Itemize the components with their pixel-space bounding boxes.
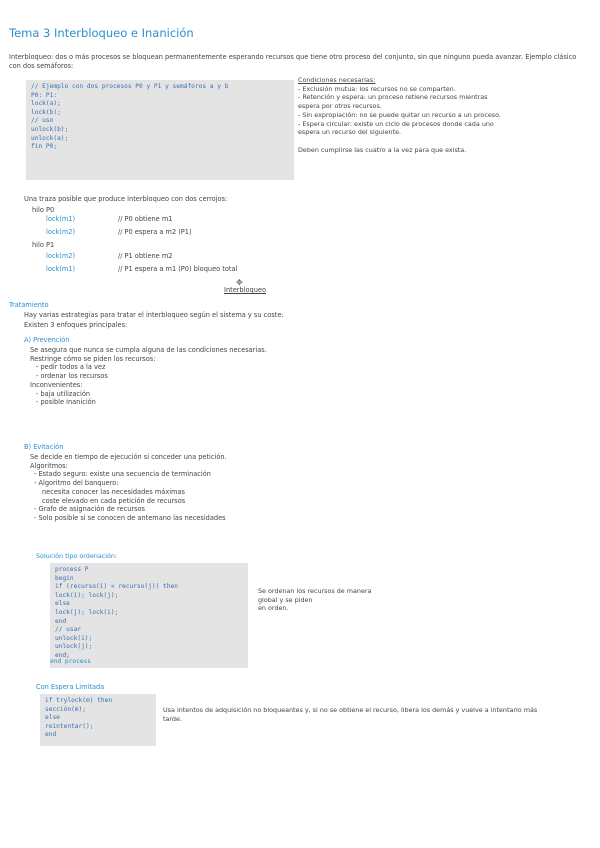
code-end-line: end process <box>50 658 91 665</box>
treatment-heading: Tratamiento <box>9 301 49 309</box>
code-line: P0: P1: <box>31 91 58 99</box>
avoidance-line: - Algoritmo del banquero: <box>34 479 119 488</box>
avoidance-line: - Grafo de asignación de recursos <box>34 505 145 514</box>
trace-comment: // P1 espera a m1 (P0) bloqueo total <box>118 265 238 273</box>
code-line: lock(a); <box>31 100 61 108</box>
code-line: // usar <box>55 626 82 634</box>
prevention-line: - baja utilización <box>36 389 91 398</box>
code-line: if trylock(m) then <box>45 697 113 704</box>
code-line: lock(b); <box>31 108 61 116</box>
prevention-line: Inconvenientes: <box>30 380 83 389</box>
treatment-line: Existen 3 enfoques principales: <box>24 321 128 329</box>
ordering-note: Se ordenan los recursos de manera <box>258 587 372 595</box>
code-line: end; <box>55 651 70 659</box>
ordering-note: global y se piden <box>258 595 313 604</box>
trace-op: lock(m2) <box>46 228 76 236</box>
trace-comment: // P0 obtiene m1 <box>118 215 173 223</box>
code-line: fin P0; <box>31 143 58 151</box>
code-line: begin <box>55 574 74 582</box>
avoidance-line: coste elevado en cada petición de recursos <box>42 496 186 505</box>
prevention-line: - ordenar los recursos <box>36 372 108 381</box>
trace-p0-label: hilo P0 <box>32 206 55 214</box>
code-line: if (recurso(i) < recurso(j)) then <box>55 583 178 591</box>
code-block-ordering <box>50 563 248 668</box>
prevention-text <box>30 346 290 407</box>
avoidance-line: - Estado seguro: existe una secuencia de terminación <box>34 470 211 479</box>
code-line: lock(i); lock(j); <box>55 591 119 599</box>
avoidance-heading: B) Evitación <box>24 443 64 451</box>
avoidance-line: necesita conocer las necesidades máximas <box>42 487 185 496</box>
code-line: else <box>45 714 60 722</box>
condition-summary: Deben cumplirse las cuatro a la vez para que exista. <box>298 145 467 154</box>
trace-comment: // P1 obtiene m2 <box>118 252 173 260</box>
trace-comment: // P0 espera a m2 (P1) <box>118 228 192 236</box>
code-line: unlock(i); <box>55 634 93 642</box>
code-line: // Ejemplo con dos procesos P0 y P1 y semáforos a y b <box>31 83 229 90</box>
trace-op: lock(m2) <box>46 252 76 260</box>
solution-heading: Solución tipo ordenación: <box>36 552 118 560</box>
code-line: // uso <box>31 117 54 125</box>
code-line: else <box>55 600 70 608</box>
trace-op: lock(m1) <box>46 215 76 223</box>
condition-item: - Exclusión mutua: los recursos no se comparten. <box>298 84 456 93</box>
code-line: end <box>45 731 57 739</box>
condition-item: - Espera circular: existe un ciclo de procesos donde cada uno <box>298 119 494 128</box>
treatment-line: Hay varias estrategias para tratar el interbloqueo según el sistema y su coste: <box>24 311 284 319</box>
prevention-line: Se asegura que nunca se cumpla alguna de las condiciones necesarias. <box>30 346 267 354</box>
ordering-notes <box>258 587 428 613</box>
avoidance-line: Algoritmos: <box>30 461 68 470</box>
trace-p1-label: hilo P1 <box>32 241 55 249</box>
trace-op: lock(m1) <box>46 265 76 273</box>
condition-item: - Sin expropiación: no se puede quitar un recurso a un proceso. <box>298 110 501 119</box>
trace-heading: Una traza posible que produce interbloqueo con dos cerrojos: <box>24 195 228 203</box>
avoidance-text <box>30 453 290 523</box>
ordering-note: en orden. <box>258 604 289 613</box>
code-line: reintentar(); <box>45 722 94 730</box>
code-line: unlock(a); <box>31 134 69 142</box>
prevention-line: - posible inanición <box>36 398 96 407</box>
avoidance-line: - Solo posible si se conocen de antemano las necesidades <box>34 513 226 522</box>
code-line: unlock(b); <box>31 125 69 133</box>
trylock-notes: Usa intentos de adquisición no bloqueantes y, si no se obtiene el recurso, libera los demás y vuelve a intentarlo más tarde. <box>163 706 538 723</box>
condition-item: - Retención y espera: un proceso retiene recursos mientras <box>298 93 488 102</box>
conditions-notes <box>298 76 588 154</box>
code-line: sección(m); <box>45 705 86 713</box>
conditions-title: Condiciones necesarias: <box>298 76 376 84</box>
prevention-line: - pedir todos a la vez <box>36 363 106 372</box>
code-line: unlock(j); <box>55 643 93 651</box>
figure-label: Interbloqueo <box>224 286 266 294</box>
prevention-heading: A) Prevención <box>24 336 70 344</box>
code-line: process P <box>55 566 89 573</box>
condition-item: espera un recurso del siguiente. <box>298 128 402 137</box>
code-line: end <box>55 617 67 625</box>
code-block-deadlock <box>26 80 294 180</box>
spacer <box>298 137 588 146</box>
limited-wait-heading: Con Espera Limitada <box>36 683 105 691</box>
cursor-icon: ✥ <box>236 278 243 287</box>
prevention-line: Restringe cómo se piden los recursos: <box>30 354 156 363</box>
avoidance-line: Se decide en tiempo de ejecución si conceder una petición. <box>30 453 227 461</box>
intro-paragraph: Interbloqueo: dos o más procesos se bloquean permanentemente esperando recursos que tiene otro proceso del conjunto, sin que ninguno pueda avanzar. Ejemplo clásico con dos semáforos: <box>9 53 577 70</box>
condition-item: espera por otros recursos. <box>298 102 382 111</box>
code-block-trylock <box>40 694 156 746</box>
code-line: lock(j); lock(i); <box>55 608 119 616</box>
page-title: Tema 3 Interbloqueo e Inanición <box>9 26 194 40</box>
